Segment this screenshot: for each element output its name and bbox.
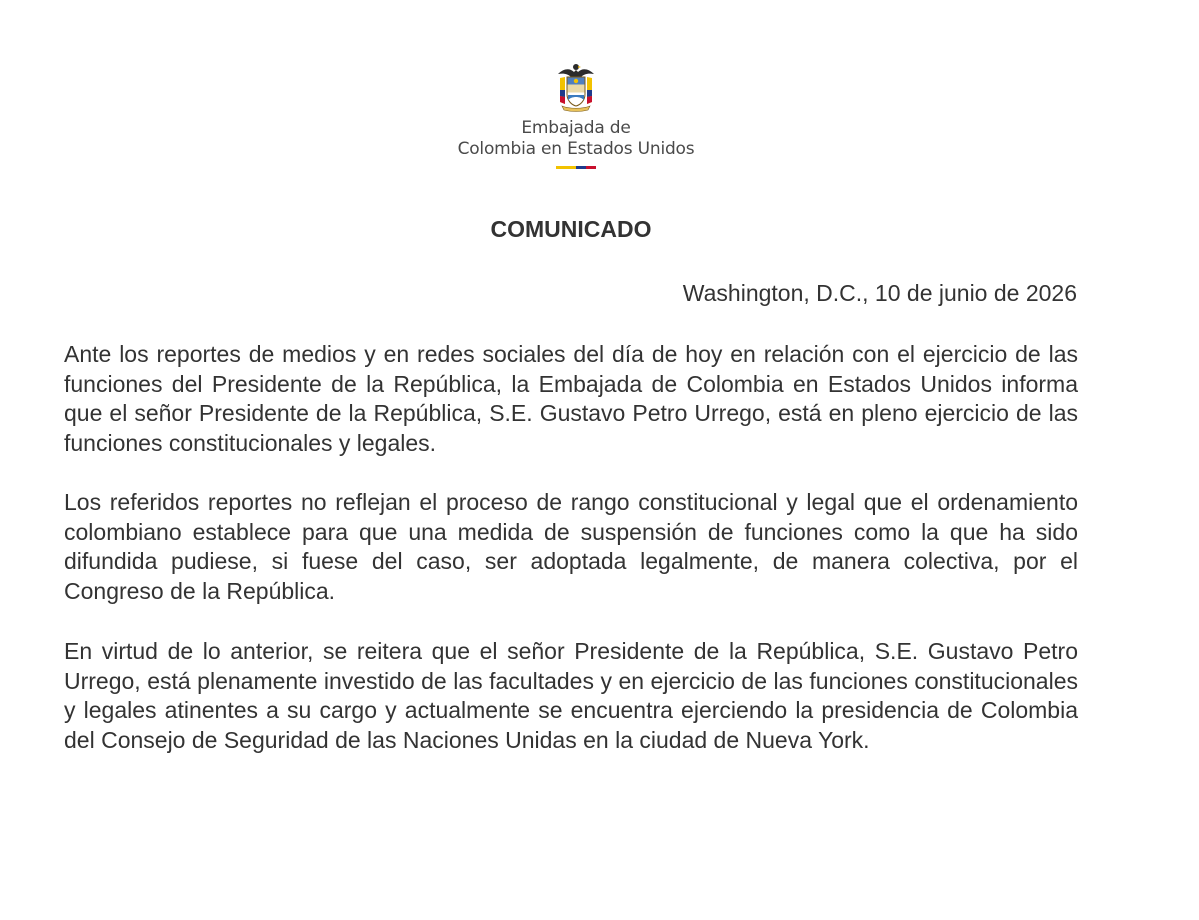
paragraph-1: Ante los reportes de medios y en redes sociales del día de hoy en relación con el ejercicio de las funciones del Presidente de la República, la Embajada de Colombia en Estados Unidos informa que el señor Presidente de la República, S.E. Gustavo Petro Urrego, está en pleno ejercicio de las funciones constitucionales y legales. xyxy=(64,341,1078,456)
letterhead xyxy=(0,60,1152,169)
paragraph-3: En virtud de lo anterior, se reitera que el señor Presidente de la República, S.E. Gustavo Petro Urrego, está plenamente investido de las facultades y en ejercicio de las funciones constitucionales y legales atinentes a su cargo y actualmente se encuentra ejerciendo la presidencia de Colombia del Consejo de Seguridad de las Naciones Unidas en la ciudad de Nueva York. xyxy=(64,638,1078,753)
document-title: COMUNICADO xyxy=(490,216,652,242)
colombia-coat-of-arms-icon xyxy=(554,60,598,112)
flag-red-stripe xyxy=(586,166,596,169)
embassy-name-line-1: Embajada de xyxy=(521,118,631,138)
flag-yellow-stripe xyxy=(556,166,576,169)
dateline: Washington, D.C., 10 de junio de 2026 xyxy=(682,280,1077,306)
paragraph-2: Los referidos reportes no reflejan el proceso de rango constitucional y legal que el ordenamiento colombiano establece para que una medida de suspensión de funciones como la que ha sido difundida pudiese, si fuese del caso, ser adoptada legalmente, de manera colectiva, por el Congreso de la República. xyxy=(64,489,1078,604)
flag-color-bar xyxy=(556,166,596,169)
flag-blue-stripe xyxy=(576,166,586,169)
embassy-name xyxy=(0,118,1152,160)
embassy-name-line-2: Colombia en Estados Unidos xyxy=(457,139,695,159)
